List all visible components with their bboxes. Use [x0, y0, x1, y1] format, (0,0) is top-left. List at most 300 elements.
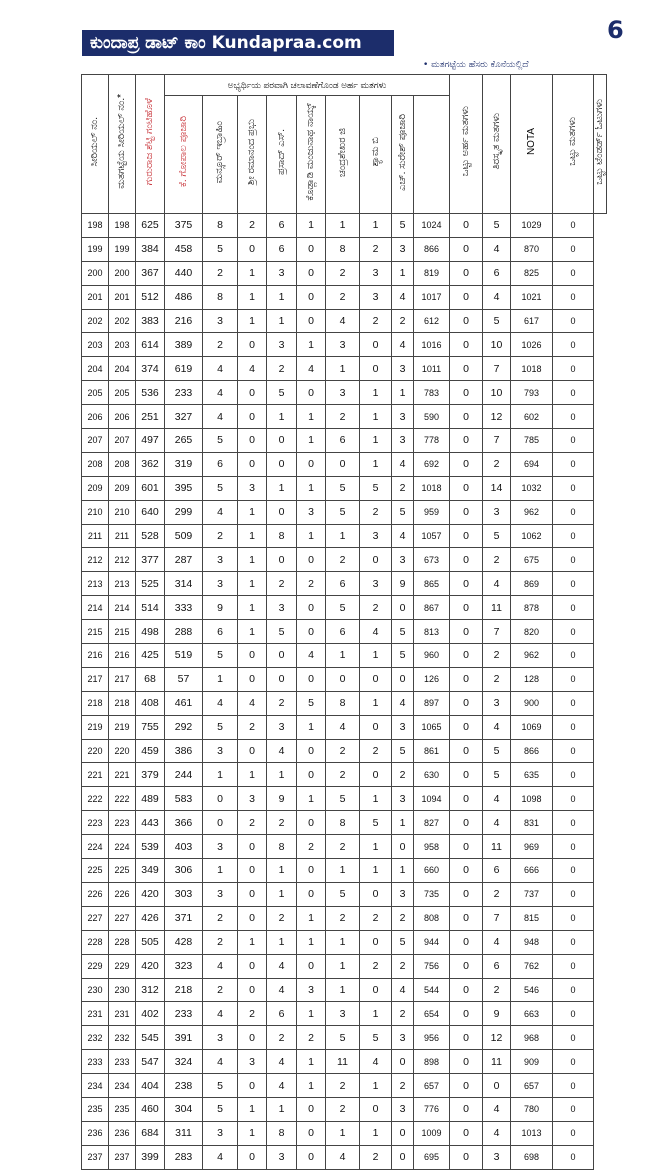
table-cell: 0 [238, 1074, 267, 1098]
table-cell: 0 [238, 237, 267, 261]
table-cell: 1 [360, 1121, 392, 1145]
table-cell: 68 [136, 667, 165, 691]
table-cell: 223 [109, 811, 136, 835]
table-cell: 198 [109, 214, 136, 238]
table-cell: 1 [360, 691, 392, 715]
table-cell: 6 [203, 620, 238, 644]
table-cell: 2 [267, 357, 297, 381]
table-cell: 666 [511, 859, 553, 883]
table-cell: 3 [392, 715, 414, 739]
table-cell: 4 [326, 309, 360, 333]
table-cell: 0 [450, 333, 483, 357]
table-cell: 2 [392, 476, 414, 500]
site-banner [82, 30, 394, 56]
table-cell: 0 [360, 357, 392, 381]
table-cell: 232 [82, 1026, 109, 1050]
table-cell: 1 [238, 548, 267, 572]
table-cell: 3 [203, 835, 238, 859]
table-cell: 230 [82, 978, 109, 1002]
table-cell: 0 [553, 476, 594, 500]
table-cell: 6 [483, 954, 511, 978]
table-cell: 0 [450, 1145, 483, 1169]
table-cell: 1032 [511, 476, 553, 500]
table-cell: 367 [136, 261, 165, 285]
table-cell: 878 [511, 596, 553, 620]
table-cell: 0 [553, 237, 594, 261]
table-cell: 215 [82, 620, 109, 644]
table-cell: 0 [553, 835, 594, 859]
table-cell: 5 [483, 214, 511, 238]
table-cell: 1 [326, 954, 360, 978]
table-cell: 210 [109, 500, 136, 524]
table-cell: 4 [360, 620, 392, 644]
table-cell: 959 [414, 500, 450, 524]
table-cell: 225 [82, 859, 109, 883]
table-cell: 3 [360, 572, 392, 596]
table-cell: 324 [165, 1050, 203, 1074]
table-cell: 443 [136, 811, 165, 835]
table-cell: 0 [360, 763, 392, 787]
table-cell: 440 [165, 261, 203, 285]
table-cell: 1 [267, 309, 297, 333]
table-cell: 2 [326, 261, 360, 285]
table-cell: 11 [483, 1050, 511, 1074]
table-cell: 1 [267, 763, 297, 787]
table-cell: 3 [297, 500, 326, 524]
col-header-booth-serial: ಮತಗಟ್ಟೆಯ ಸೀರಿಯಲ್ ನಂ.* [109, 75, 136, 214]
table-cell: 0 [297, 811, 326, 835]
table-cell: 0 [238, 1026, 267, 1050]
table-cell: 236 [109, 1121, 136, 1145]
table-cell: 486 [165, 285, 203, 309]
table-cell: 0 [360, 715, 392, 739]
table-cell: 426 [136, 906, 165, 930]
table-cell: 547 [136, 1050, 165, 1074]
table-cell: 0 [450, 285, 483, 309]
table-cell: 8 [267, 835, 297, 859]
table-cell: 0 [450, 548, 483, 572]
table-cell: 233 [82, 1050, 109, 1074]
col-header-serial: ಸೀರಿಯಲ್ ನಂ. [82, 75, 109, 214]
table-cell: 498 [136, 620, 165, 644]
table-cell: 3 [392, 787, 414, 811]
table-cell: 4 [360, 1050, 392, 1074]
table-cell: 3 [238, 476, 267, 500]
table-cell: 6 [203, 452, 238, 476]
table-cell: 5 [326, 787, 360, 811]
table-cell: 283 [165, 1145, 203, 1169]
table-cell: 0 [553, 1097, 594, 1121]
table-cell: 0 [326, 452, 360, 476]
table-cell: 3 [203, 882, 238, 906]
table-cell: 958 [414, 835, 450, 859]
table-cell: 489 [136, 787, 165, 811]
table-cell: 3 [360, 524, 392, 548]
table-cell: 900 [511, 691, 553, 715]
table-row [82, 476, 607, 500]
table-cell: 783 [414, 381, 450, 405]
table-cell: 0 [392, 1121, 414, 1145]
table-cell: 1 [326, 978, 360, 1002]
table-cell: 8 [326, 691, 360, 715]
table-cell: 1 [238, 1121, 267, 1145]
table-cell: 0 [297, 548, 326, 572]
table-cell: 968 [511, 1026, 553, 1050]
note-text: ಮತಗಟ್ಟೆಯ ಹೆಸರು ಕೊನೆಯಲ್ಲಿದೆ [431, 60, 529, 70]
table-cell: 5 [203, 476, 238, 500]
table-cell: 1013 [511, 1121, 553, 1145]
table-cell: 0 [553, 906, 594, 930]
table-cell: 4 [392, 285, 414, 309]
table-cell: 1 [238, 930, 267, 954]
table-cell: 1 [203, 667, 238, 691]
table-cell: 869 [511, 572, 553, 596]
table-cell: 755 [136, 715, 165, 739]
table-cell: 1 [360, 214, 392, 238]
table-cell: 3 [238, 1050, 267, 1074]
table-cell: 5 [392, 644, 414, 668]
table-cell: 1 [297, 906, 326, 930]
table-cell: 2 [326, 906, 360, 930]
table-cell: 617 [511, 309, 553, 333]
table-cell: 0 [238, 644, 267, 668]
table-cell: 199 [109, 237, 136, 261]
table-cell: 5 [326, 882, 360, 906]
table-cell: 221 [109, 763, 136, 787]
table-cell: 0 [238, 452, 267, 476]
table-cell: 2 [360, 500, 392, 524]
table-cell: 223 [82, 811, 109, 835]
table-cell: 1 [297, 429, 326, 453]
table-cell: 1 [267, 1097, 297, 1121]
table-row [82, 811, 607, 835]
table-cell: 233 [165, 381, 203, 405]
table-cell: 0 [297, 620, 326, 644]
table-cell: 3 [203, 739, 238, 763]
table-cell: 4 [483, 811, 511, 835]
table-cell: 519 [165, 644, 203, 668]
table-cell: 5 [392, 930, 414, 954]
table-row [82, 739, 607, 763]
table-cell: 8 [203, 285, 238, 309]
table-cell: 12 [483, 1026, 511, 1050]
table-cell: 2 [203, 978, 238, 1002]
table-cell: 1 [360, 452, 392, 476]
table-cell: 898 [414, 1050, 450, 1074]
col-header-candidate-2: ಕೆ. ಗೋಪಾಲ ಪೂಜಾರಿ [165, 96, 203, 214]
table-cell: 0 [450, 452, 483, 476]
table-cell: 408 [136, 691, 165, 715]
table-cell: 0 [238, 835, 267, 859]
table-cell: 0 [297, 1097, 326, 1121]
table-cell: 0 [392, 667, 414, 691]
table-cell: 497 [136, 429, 165, 453]
table-cell: 0 [450, 261, 483, 285]
table-cell: 2 [483, 644, 511, 668]
table-cell: 2 [267, 691, 297, 715]
table-cell: 4 [267, 1074, 297, 1098]
table-cell: 654 [414, 1002, 450, 1026]
table-cell: 2 [203, 524, 238, 548]
table-cell: 2 [360, 954, 392, 978]
table-cell: 420 [136, 954, 165, 978]
table-cell: 3 [267, 596, 297, 620]
col-header-candidate-4: ಶ್ರೀ ರಮಾನಂದ ಪ್ರಭು [238, 96, 267, 214]
table-row [82, 859, 607, 883]
table-row [82, 405, 607, 429]
table-cell: 1 [238, 285, 267, 309]
table-cell: 5 [392, 739, 414, 763]
table-cell: 4 [267, 978, 297, 1002]
table-cell: 3 [267, 261, 297, 285]
table-row [82, 1121, 607, 1145]
table-cell: 220 [82, 739, 109, 763]
table-cell: 204 [82, 357, 109, 381]
table-cell: 0 [450, 978, 483, 1002]
table-cell: 299 [165, 500, 203, 524]
table-cell: 4 [203, 954, 238, 978]
table-cell: 2 [238, 214, 267, 238]
table-cell: 425 [136, 644, 165, 668]
table-cell: 6 [326, 620, 360, 644]
table-cell: 1018 [414, 476, 450, 500]
table-cell: 226 [82, 882, 109, 906]
table-cell: 2 [360, 309, 392, 333]
table-cell: 0 [450, 500, 483, 524]
table-cell: 2 [392, 309, 414, 333]
table-row [82, 381, 607, 405]
table-cell: 4 [203, 691, 238, 715]
table-cell: 2 [483, 882, 511, 906]
table-cell: 0 [450, 357, 483, 381]
table-cell: 212 [109, 548, 136, 572]
table-cell: 202 [82, 309, 109, 333]
table-cell: 3 [483, 691, 511, 715]
table-cell: 866 [414, 237, 450, 261]
table-cell: 8 [267, 1121, 297, 1145]
table-cell: 909 [511, 1050, 553, 1074]
table-cell: 1 [297, 1074, 326, 1098]
table-cell: 2 [360, 596, 392, 620]
table-cell: 0 [297, 667, 326, 691]
table-cell: 366 [165, 811, 203, 835]
table-cell: 1 [360, 381, 392, 405]
table-cell: 2 [203, 906, 238, 930]
table-cell: 3 [203, 1121, 238, 1145]
table-row [82, 500, 607, 524]
table-cell: 0 [450, 1050, 483, 1074]
table-cell: 1 [326, 644, 360, 668]
table-cell: 785 [511, 429, 553, 453]
table-cell: 0 [450, 1074, 483, 1098]
table-cell: 969 [511, 835, 553, 859]
table-cell: 287 [165, 548, 203, 572]
table-cell: 0 [297, 452, 326, 476]
table-cell: 4 [203, 405, 238, 429]
table-cell: 0 [553, 1145, 594, 1169]
table-cell: 0 [450, 309, 483, 333]
table-cell: 1 [238, 309, 267, 333]
table-cell: 819 [414, 261, 450, 285]
table-cell: 0 [450, 381, 483, 405]
table-cell: 404 [136, 1074, 165, 1098]
table-cell: 0 [553, 452, 594, 476]
table-cell: 238 [165, 1074, 203, 1098]
table-cell: 227 [82, 906, 109, 930]
table-cell: 0 [450, 644, 483, 668]
table-cell: 0 [392, 835, 414, 859]
table-cell: 232 [109, 1026, 136, 1050]
table-cell: 9 [392, 572, 414, 596]
table-cell: 218 [82, 691, 109, 715]
table-cell: 386 [165, 739, 203, 763]
table-cell: 3 [392, 429, 414, 453]
table-cell: 304 [165, 1097, 203, 1121]
table-cell: 948 [511, 930, 553, 954]
table-cell: 0 [267, 548, 297, 572]
col-header-candidate-9: ಎಚ್. ಸುರೇಶ್ ಪೂಜಾರಿ [392, 96, 414, 214]
table-cell: 237 [109, 1145, 136, 1169]
table-cell: 3 [360, 285, 392, 309]
table-cell: 8 [326, 811, 360, 835]
table-cell: 10 [483, 381, 511, 405]
table-cell: 5 [392, 214, 414, 238]
table-cell: 2 [326, 1074, 360, 1098]
table-cell: 231 [82, 1002, 109, 1026]
table-cell: 12 [483, 405, 511, 429]
table-cell: 1 [392, 859, 414, 883]
table-cell: 460 [136, 1097, 165, 1121]
table-cell: 2 [297, 572, 326, 596]
table-cell: 374 [136, 357, 165, 381]
table-cell: 225 [109, 859, 136, 883]
table-cell: 3 [483, 500, 511, 524]
table-cell: 383 [136, 309, 165, 333]
table-row [82, 1145, 607, 1169]
table-cell: 1026 [511, 333, 553, 357]
table-cell: 208 [82, 452, 109, 476]
table-cell: 866 [511, 739, 553, 763]
table-cell: 673 [414, 548, 450, 572]
table-cell: 4 [392, 333, 414, 357]
table-cell: 292 [165, 715, 203, 739]
table-cell: 0 [238, 954, 267, 978]
table-cell: 861 [414, 739, 450, 763]
table-row [82, 620, 607, 644]
table-cell: 458 [165, 237, 203, 261]
table-cell: 737 [511, 882, 553, 906]
table-cell: 3 [392, 237, 414, 261]
table-cell: 0 [553, 548, 594, 572]
table-cell: 735 [414, 882, 450, 906]
table-cell: 630 [414, 763, 450, 787]
table-cell: 2 [483, 978, 511, 1002]
table-cell: 203 [109, 333, 136, 357]
table-cell: 0 [553, 691, 594, 715]
table-cell: 5 [483, 309, 511, 333]
table-cell: 1 [360, 859, 392, 883]
table-cell: 813 [414, 620, 450, 644]
table-cell: 4 [483, 285, 511, 309]
table-cell: 1018 [511, 357, 553, 381]
table-cell: 8 [326, 237, 360, 261]
table-cell: 4 [297, 644, 326, 668]
table-cell: 217 [82, 667, 109, 691]
table-cell: 956 [414, 1026, 450, 1050]
table-cell: 3 [392, 882, 414, 906]
table-cell: 0 [297, 596, 326, 620]
table-cell: 509 [165, 524, 203, 548]
table-cell: 0 [450, 596, 483, 620]
table-cell: 831 [511, 811, 553, 835]
table-cell: 1 [203, 763, 238, 787]
table-cell: 7 [483, 906, 511, 930]
table-cell: 4 [297, 357, 326, 381]
table-cell: 2 [267, 572, 297, 596]
table-cell: 2 [326, 835, 360, 859]
table-row [82, 1002, 607, 1026]
table-cell: 1017 [414, 285, 450, 309]
table-cell: 4 [326, 1145, 360, 1169]
table-cell: 962 [511, 500, 553, 524]
table-cell: 0 [553, 309, 594, 333]
table-cell: 222 [109, 787, 136, 811]
table-cell: 8 [267, 524, 297, 548]
table-cell: 684 [136, 1121, 165, 1145]
table-cell: 1 [267, 285, 297, 309]
table-cell: 825 [511, 261, 553, 285]
table-cell: 2 [238, 811, 267, 835]
table-cell: 213 [82, 572, 109, 596]
table-cell: 0 [553, 596, 594, 620]
table-cell: 3 [203, 572, 238, 596]
table-cell: 3 [392, 1026, 414, 1050]
table-cell: 224 [82, 835, 109, 859]
table-cell: 228 [82, 930, 109, 954]
table-cell: 698 [511, 1145, 553, 1169]
table-cell: 0 [553, 333, 594, 357]
table-cell: 4 [267, 954, 297, 978]
table-cell: 213 [109, 572, 136, 596]
table-cell: 5 [203, 429, 238, 453]
table-cell: 0 [360, 930, 392, 954]
table-cell: 944 [414, 930, 450, 954]
table-cell: 5 [326, 476, 360, 500]
table-cell: 2 [326, 763, 360, 787]
table-cell: 528 [136, 524, 165, 548]
table-cell: 4 [483, 237, 511, 261]
table-cell: 1 [238, 524, 267, 548]
table-cell: 0 [450, 954, 483, 978]
table-cell: 0 [238, 739, 267, 763]
table-cell: 333 [165, 596, 203, 620]
table-row [82, 644, 607, 668]
table-cell: 237 [82, 1145, 109, 1169]
table-cell: 206 [109, 405, 136, 429]
table-cell: 211 [109, 524, 136, 548]
table-cell: 778 [414, 429, 450, 453]
table-cell: 0 [238, 882, 267, 906]
table-cell: 4 [483, 787, 511, 811]
table-cell: 4 [203, 1145, 238, 1169]
table-cell: 1 [297, 930, 326, 954]
table-cell: 1 [360, 405, 392, 429]
table-cell: 403 [165, 835, 203, 859]
table-cell: 5 [483, 739, 511, 763]
table-cell: 349 [136, 859, 165, 883]
table-cell: 306 [165, 859, 203, 883]
table-row [82, 1074, 607, 1098]
